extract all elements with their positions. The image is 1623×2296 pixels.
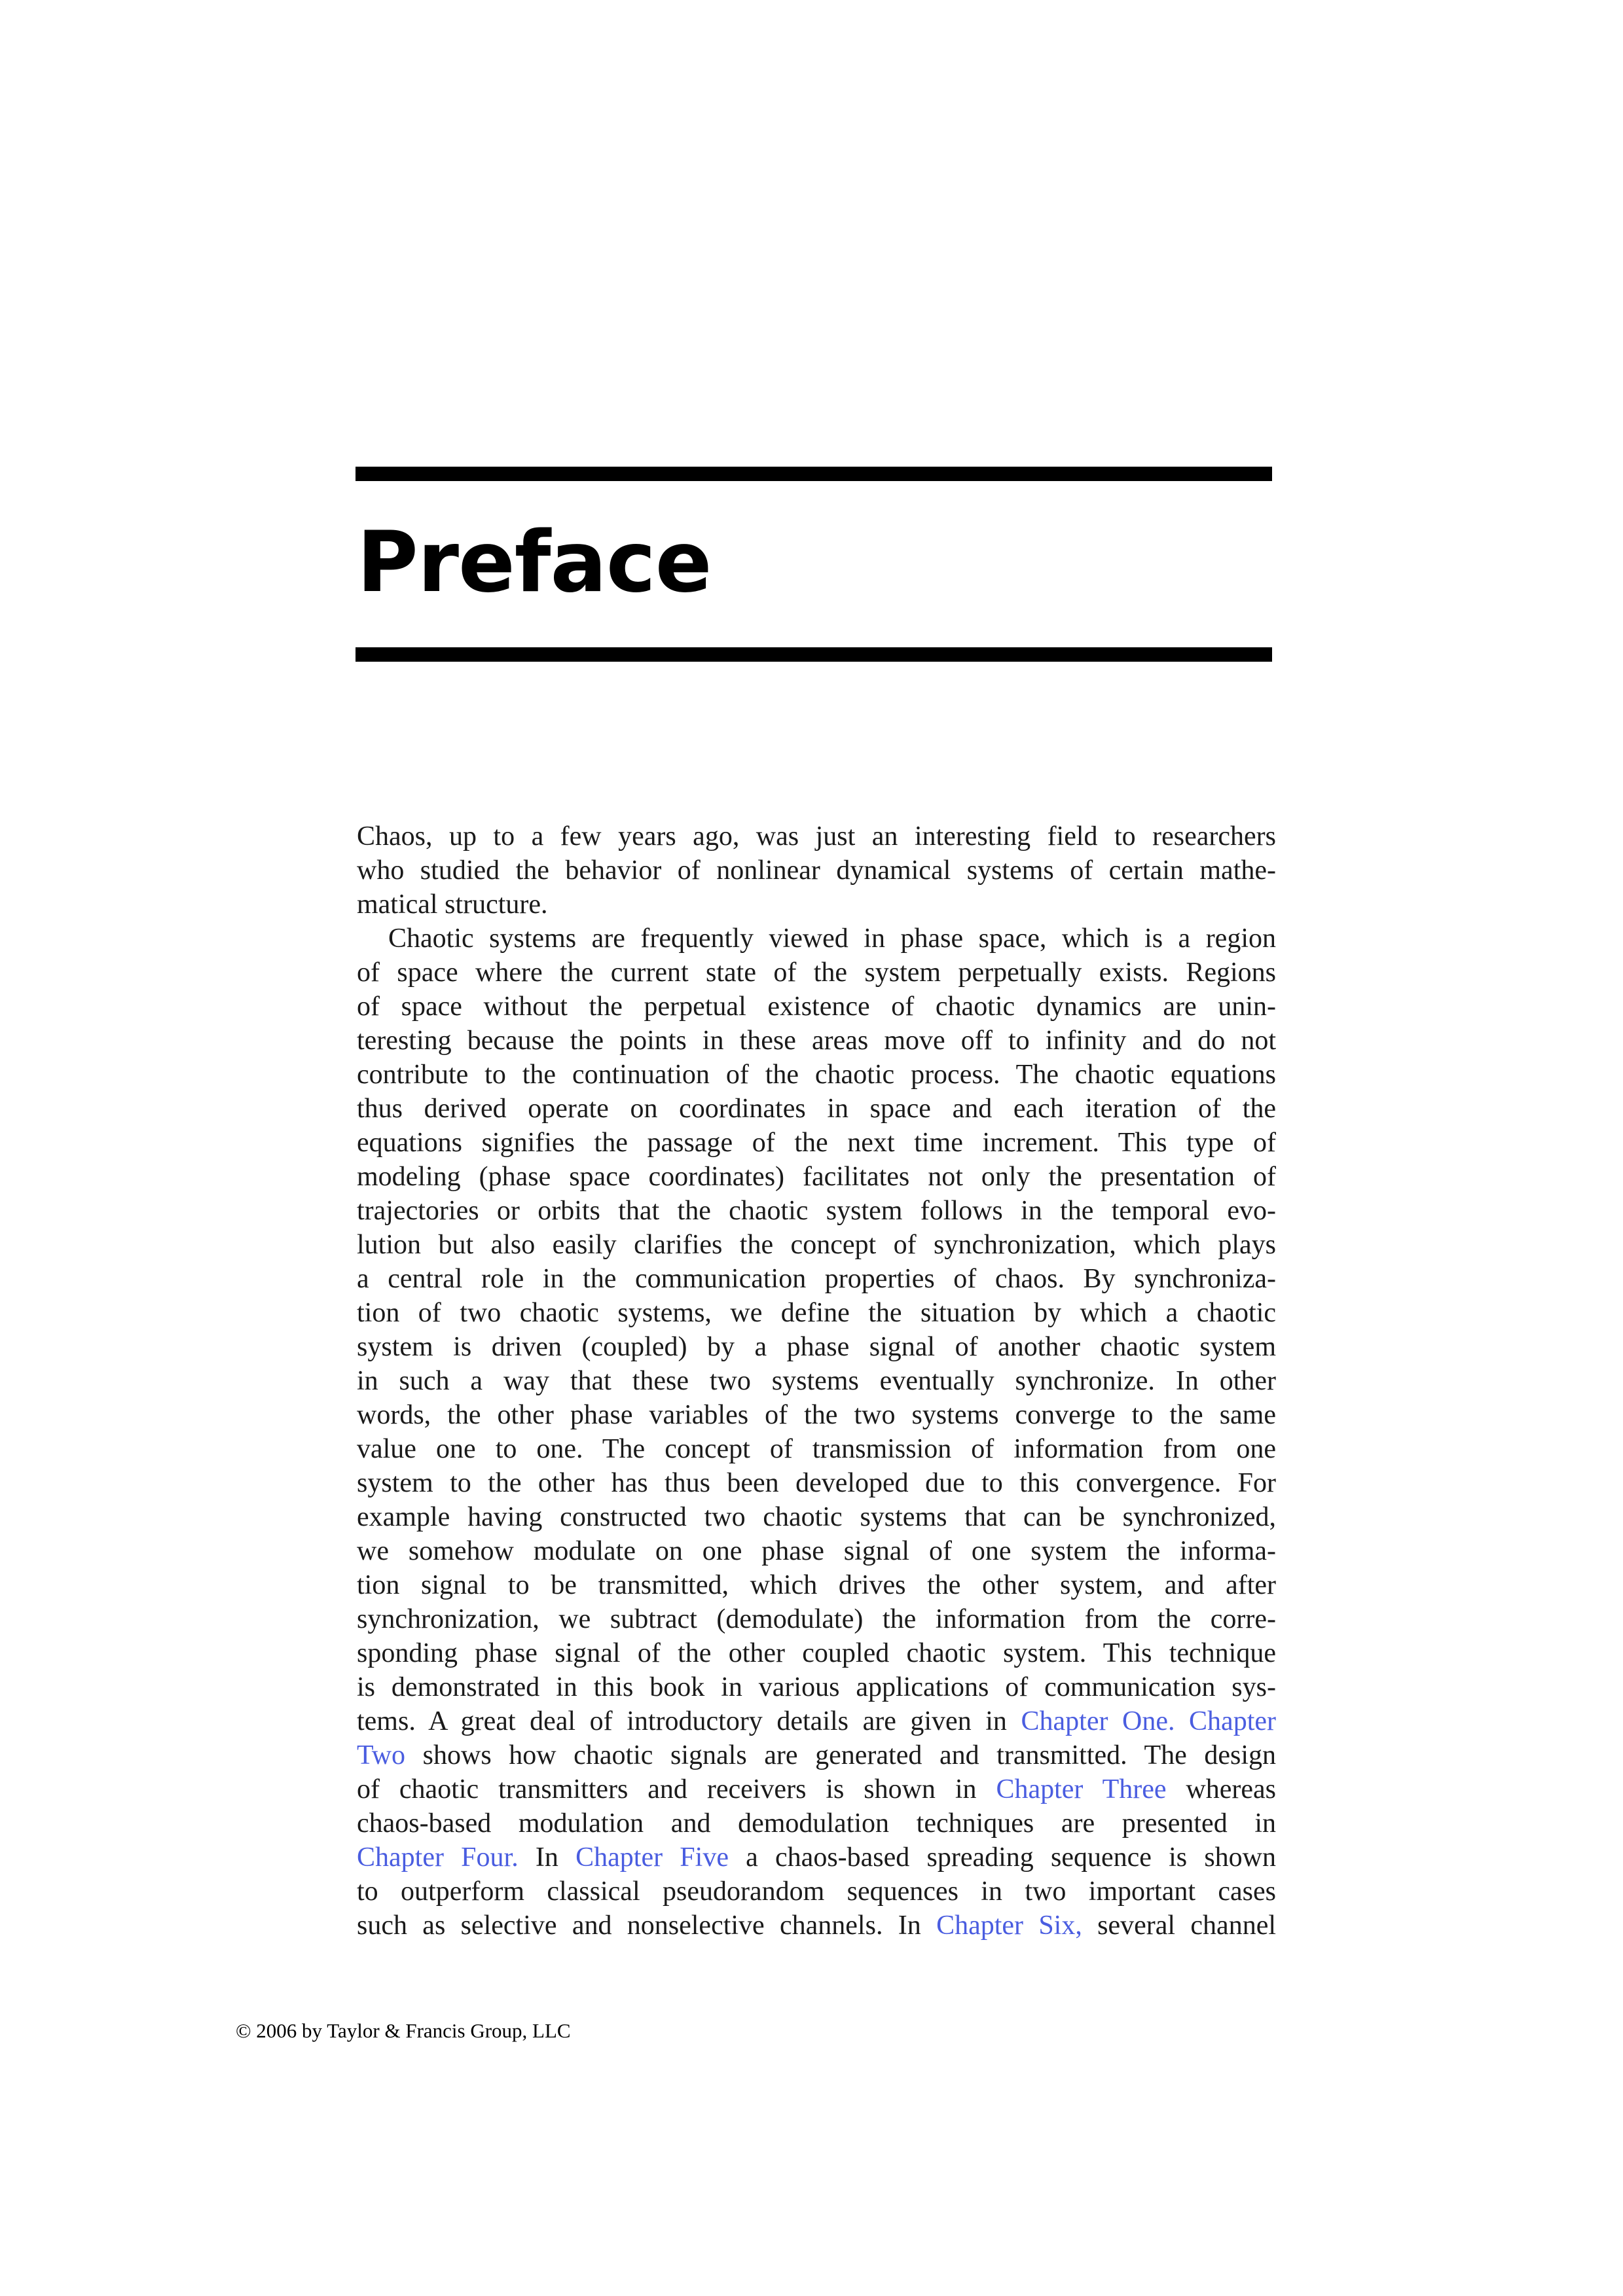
text-line: in such a way that these two systems eventually synchronize. In other <box>357 1366 1276 1396</box>
text-line: we somehow modulate on one phase signal of one system the informa- <box>357 1536 1276 1566</box>
text-line <box>357 1704 1276 1738</box>
text-line: trajectories or orbits that the chaotic system follows in the temporal evo- <box>357 1196 1276 1226</box>
text-segment: several channel <box>1082 1910 1276 1941</box>
text-line: of space where the current state of the system perpetually exists. Regions <box>357 958 1276 988</box>
chapter-two-link[interactable]: Chapter <box>1189 1706 1276 1736</box>
text-line <box>357 1738 1276 1772</box>
text-line: sponding phase signal of the other coupled chaotic system. This technique <box>357 1638 1276 1668</box>
chapter-six-link[interactable]: Chapter Six, <box>936 1910 1082 1941</box>
title-rule-top <box>356 467 1272 481</box>
text-segment: a chaos-based spreading sequence is shown <box>728 1842 1277 1873</box>
text-line: thus derived operate on coordinates in space and each iteration of the <box>357 1094 1276 1124</box>
page-title: Preface <box>357 514 712 611</box>
text-segment: whereas <box>1166 1774 1277 1804</box>
text-line: tion of two chaotic systems, we define the situation by which a chaotic <box>357 1298 1276 1328</box>
chapter-four-link[interactable]: Chapter Four. <box>357 1842 519 1873</box>
title-rule-bottom <box>356 647 1272 662</box>
text-line: synchronization, we subtract (demodulate) the information from the corre- <box>357 1604 1276 1634</box>
text-line: value one to one. The concept of transmission of information from one <box>357 1434 1276 1464</box>
text-line: chaos-based modulation and demodulation techniques are presented in <box>357 1808 1276 1839</box>
text-line: Chaotic systems are frequently viewed in phase space, which is a region <box>388 924 1276 954</box>
text-line: lution but also easily clarifies the concept of synchronization, which plays <box>357 1230 1276 1260</box>
text-line: a central role in the communication properties of chaos. By synchroniza- <box>357 1264 1276 1294</box>
text-line: to outperform classical pseudorandom sequences in two important cases <box>357 1876 1276 1907</box>
text-line: is demonstrated in this book in various applications of communication sys- <box>357 1672 1276 1702</box>
text-segment: tems. A great deal of introductory details are given in <box>357 1706 1021 1736</box>
text-line: teresting because the points in these areas move off to infinity and do not <box>357 1026 1276 1056</box>
text-line: example having constructed two chaotic systems that can be synchronized, <box>357 1502 1276 1532</box>
text-line: system to the other has thus been developed due to this convergence. For <box>357 1468 1276 1498</box>
text-segment: such as selective and nonselective channels. In <box>357 1910 937 1941</box>
text-line: of space without the perpetual existence of chaotic dynamics are unin- <box>357 992 1276 1022</box>
chapter-one-link[interactable]: Chapter One. <box>1021 1706 1175 1736</box>
text-line <box>357 1840 1276 1874</box>
text-segment: of chaotic transmitters and receivers is shown in <box>357 1774 996 1804</box>
text-line: who studied the behavior of nonlinear dynamical systems of certain mathe- <box>357 855 1276 886</box>
text-line: modeling (phase space coordinates) facilitates not only the presentation of <box>357 1162 1276 1192</box>
text-line: words, the other phase variables of the two systems converge to the same <box>357 1400 1276 1430</box>
chapter-two-link[interactable]: Two <box>357 1740 406 1770</box>
text-segment: shows how chaotic signals are generated and transmitted. The design <box>405 1740 1276 1770</box>
text-line: contribute to the continuation of the chaotic process. The chaotic equations <box>357 1060 1276 1090</box>
text-line <box>357 1772 1276 1806</box>
text-line <box>357 1909 1276 1943</box>
text-line: equations signifies the passage of the next time increment. This type of <box>357 1128 1276 1158</box>
chapter-three-link[interactable]: Chapter Three <box>996 1774 1167 1804</box>
text-segment <box>1175 1706 1189 1736</box>
text-line: Chaos, up to a few years ago, was just an interesting field to researchers <box>357 821 1276 852</box>
text-line: matical structure. <box>357 889 548 920</box>
text-segment: In <box>518 1842 576 1873</box>
text-line: system is driven (coupled) by a phase signal of another chaotic system <box>357 1332 1276 1362</box>
body-text <box>357 819 1276 1943</box>
copyright-footer: © 2006 by Taylor & Francis Group, LLC <box>236 2019 571 2042</box>
chapter-five-link[interactable]: Chapter Five <box>575 1842 729 1873</box>
text-line: tion signal to be transmitted, which drives the other system, and after <box>357 1570 1276 1600</box>
